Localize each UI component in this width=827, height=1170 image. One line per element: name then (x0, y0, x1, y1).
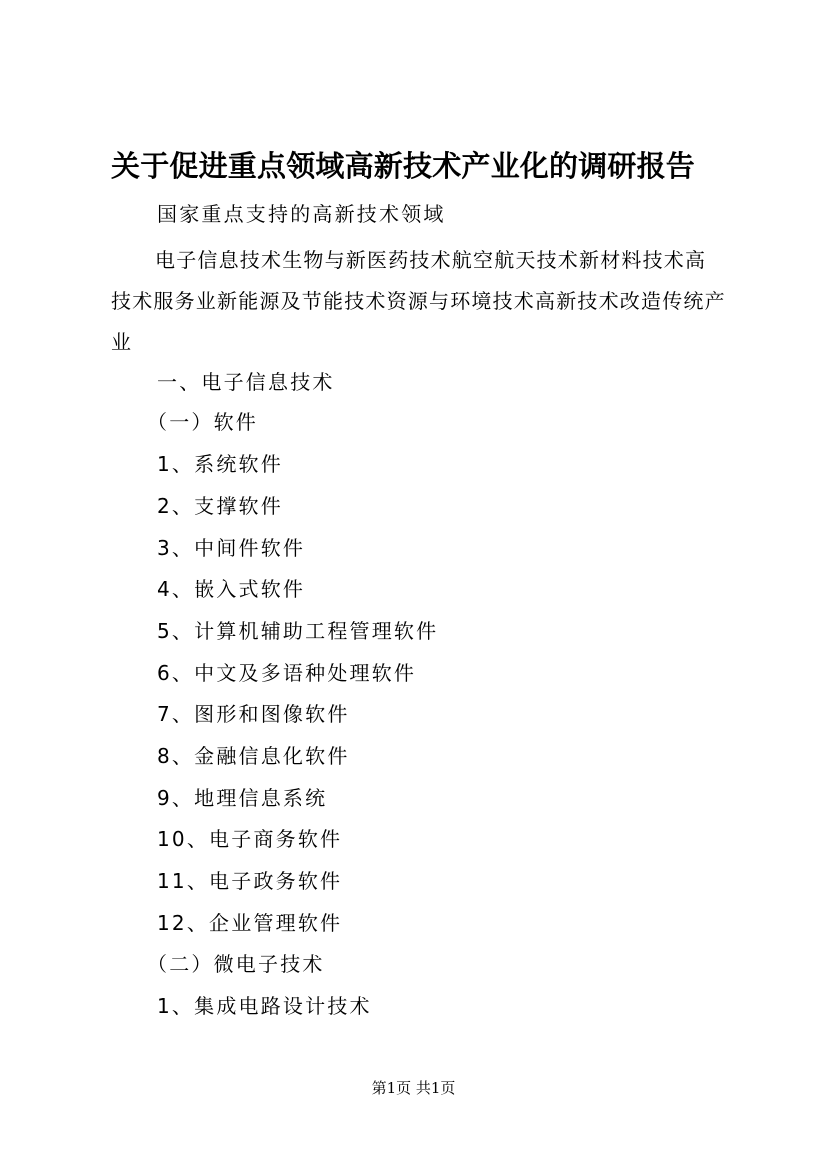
list-item: 6、中文及多语种处理软件 (157, 661, 417, 685)
list-item: 12、企业管理软件 (157, 911, 343, 935)
list-item: 1、系统软件 (157, 452, 283, 476)
list-item: 5、计算机辅助工程管理软件 (157, 619, 439, 643)
list-item: 4、嵌入式软件 (157, 577, 306, 601)
overview-text: 电子信息技术生物与新医药技术航空航天技术新材料技术高技术服务业新能源及节能技术资源与环境技术高新技术改造传统产业 (111, 248, 726, 354)
list-item: 3、中间件软件 (157, 536, 306, 560)
overview-paragraph (111, 240, 727, 363)
document-title: 关于促进重点领域高新技术产业化的调研报告 (111, 149, 696, 183)
list-item: 7、图形和图像软件 (157, 702, 350, 726)
list-item: 11、电子政务软件 (157, 869, 343, 893)
list-item: 9、地理信息系统 (157, 786, 328, 810)
intro-line: 国家重点支持的高新技术领域 (157, 202, 446, 226)
list-item: 10、电子商务软件 (157, 827, 343, 851)
list-item: 2、支撑软件 (157, 494, 283, 518)
list-item: 1、集成电路设计技术 (157, 994, 372, 1018)
page-footer: 第1页 共1页 (371, 1079, 456, 1097)
list-item: 8、金融信息化软件 (157, 744, 350, 768)
subsection-heading: （二）微电子技术 (147, 952, 325, 976)
subsection-heading: （一）软件 (147, 410, 258, 434)
section-heading: 一、电子信息技术 (157, 370, 335, 394)
